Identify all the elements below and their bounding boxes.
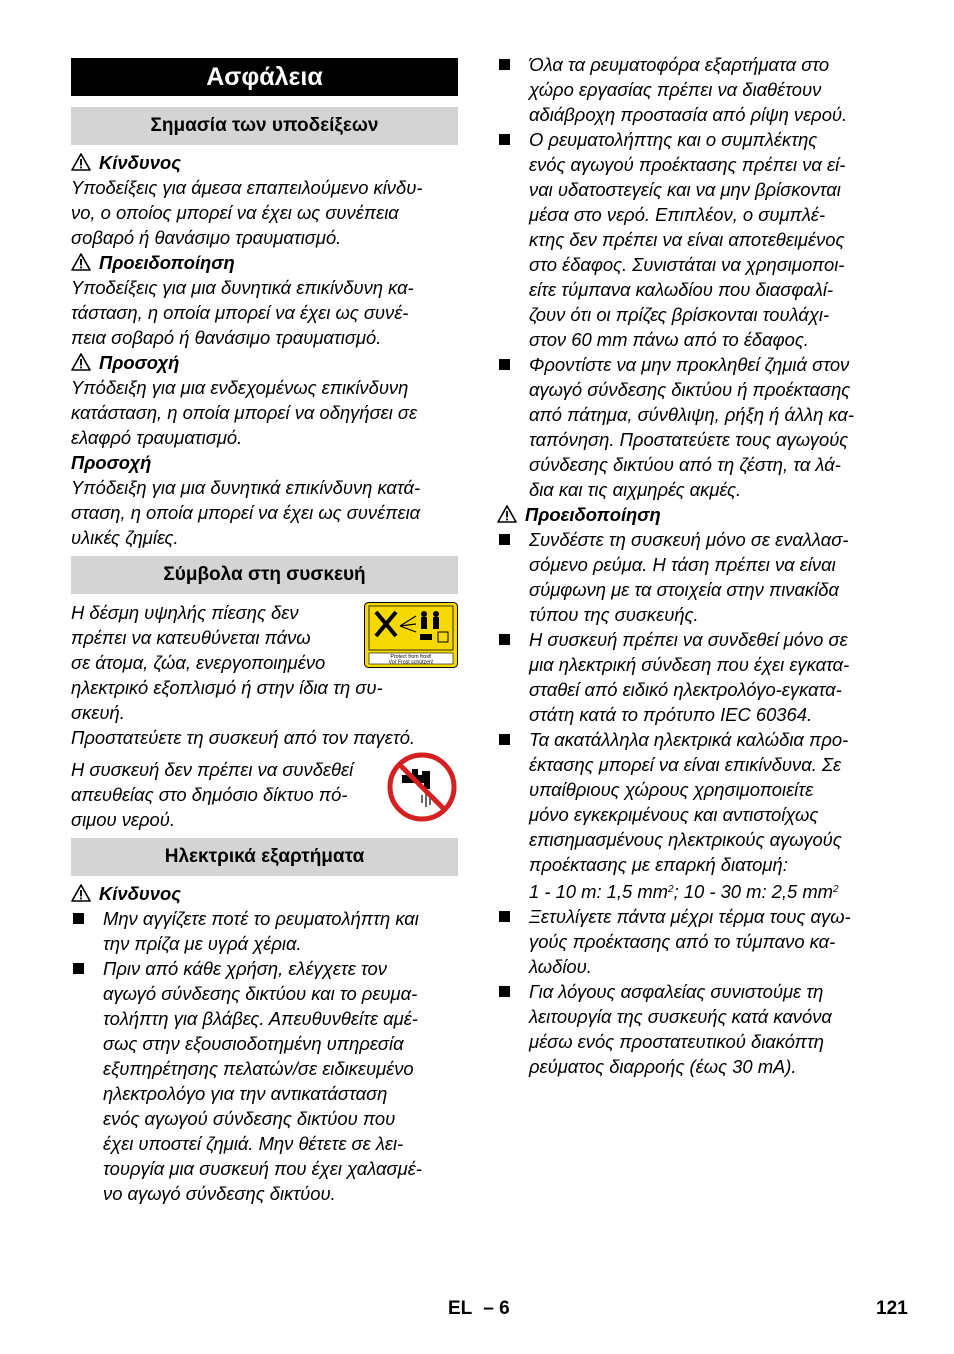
warning-heading: Προειδοποίηση <box>71 250 458 275</box>
warning-text: Υποδείξεις για μια δυνητικά επικίνδυνη κα- τάσταση, η οποία μπορεί να έχει ως συνέ- πεια σοβαρό ή θανάσιμο τραυματισμό. <box>71 277 414 348</box>
footer-section-label <box>448 1298 510 1320</box>
right-column <box>497 52 897 1079</box>
page-number: 121 <box>876 1298 908 1319</box>
list-item: Ο ρευματολήπτης και ο συμπλέκτης ενός αγωγού προέκτασης πρέπει να εί- ναι υδατοστεγείς και να μην βρίσκονται μέσα στο νερό. Επιπλέον, ο συμπλέ- κτης δεν πρέπει να είναι αποτεθειμένος στο έδαφος. Συνιστάται να χρησιμοποι- είτε τύμπανα καλωδίου που διασφαλί- ζουν ότι οι πρίζες βρίσκονται τουλάχι- στον 60 mm πάνω από το έδαφος. <box>497 127 897 352</box>
left-column <box>71 58 458 1206</box>
warning-triangle-icon <box>71 353 91 371</box>
frost-text: Προστατεύετε τη συσκευή από τον παγετό. <box>71 727 416 748</box>
section-header-importance: Σημασία των υποδείξεων <box>71 107 458 145</box>
list-item: Για λόγους ασφαλείας συνιστούμε τη λειτουργία της συσκευής κατά κανόνα μέσω ενός προστατευτικού διακόπτη ρεύματος διαρροής (έως 30 mA). <box>497 979 897 1079</box>
list-item: Τα ακατάλληλα ηλεκτρικά καλώδια προ- έκτασης μπορεί να είναι επικίνδυνα. Σε υπαίθριους χώρους χρησιμοποιείτε μόνο εγκεκριμένους και αντιστοίχως επισημασμένους ηλεκτρικούς αγωγούς προέκτασης με επαρκή διατομή: 1 - 10 m: 1,5 $mm^2$; 10 - 30 m: 2,5 $mm^2$ <box>497 727 897 904</box>
caution-heading: Προσοχή <box>71 350 458 375</box>
warning-triangle-icon <box>71 884 91 902</box>
water-text: Η συσκευή δεν πρέπει να συνδεθεί απευθείας στο δημόσιο δίκτυο πό- σιμου νερού. <box>71 759 354 830</box>
warning-triangle-icon <box>71 153 91 171</box>
warning-triangle-icon <box>497 505 517 523</box>
list-item: Συνδέστε τη συσκευή μόνο σε εναλλασ- σόμενο ρεύμα. Η τάση πρέπει να είναι σύμφωνη με τα στοιχεία στην πινακίδα τύπου της συσκευής. <box>497 527 897 627</box>
symbol-block-jet <box>71 600 458 725</box>
section-header-electrical: Ηλεκτρικά εξαρτήματα <box>71 838 458 876</box>
section-header-symbols: Σύμβολα στη συσκευή <box>71 556 458 594</box>
danger-heading: Κίνδυνος <box>71 150 458 175</box>
attention-heading: Προσοχή <box>71 452 152 473</box>
no-drinking-water-connection-icon <box>386 751 458 823</box>
label-de-text: Vor Frost schützen! <box>388 659 434 666</box>
list-item: Όλα τα ρευματοφόρα εξαρτήματα στο χώρο εργασίας πρέπει να διαθέτουν αδιάβροχη προστασία από ρίψη νερού. <box>497 52 897 127</box>
label-en-text: Protect from frost! <box>390 654 432 660</box>
page-title: Ασφάλεια <box>71 58 458 96</box>
attention-text: Υπόδειξη για μια δυνητικά επικίνδυνη κατά- σταση, η οποία μπορεί να έχει ως συνέπεια υλικές ζημίες. <box>71 477 421 548</box>
list-item: Μην αγγίζετε ποτέ το ρευματολήπτη και την πρίζα με υγρά χέρια. <box>71 906 458 956</box>
list-item: Φροντίστε να μην προκληθεί ζημιά στον αγωγό σύνδεσης δικτύου ή προέκτασης από πάτημα, σύνθλιψη, ρήξη ή άλλη κα- ταπόνηση. Προστατεύετε τους αγωγούς σύνδεσης δικτύου από τη ζέστη, τα λά- δια και τις αιχμηρές ακμές. <box>497 352 897 502</box>
danger-text: Υποδείξεις για άμεσα επαπειλούμενο κίνδυ- νο, ο οποίος μπορεί να έχει ως συνέπεια σοβαρό ή θανάσιμο τραυματισμό. <box>71 177 423 248</box>
warning-heading-electrical: Προειδοποίηση <box>497 502 897 527</box>
list-item: Πριν από κάθε χρήση, ελέγχετε τον αγωγό σύνδεσης δικτύου και το ρευμα- τολήπτη για βλάβες. Απευθυνθείτε αμέ- σως στην εξουσιοδοτημένη υπηρεσία εξυπηρέτησης πελατών/σε ειδικευμένο ηλεκτρολόγο για την αντικατάσταση ενός αγωγού σύνδεσης δικτύου που έχει υποστεί ζημιά. Μην θέτετε σε λει- τουργία μια συσκευή που έχει χαλασμέ- νο αγωγό σύνδεσης δικτύου. <box>71 956 458 1206</box>
warning-triangle-icon <box>71 253 91 271</box>
danger-heading-electrical: Κίνδυνος <box>71 881 458 906</box>
list-item: Ξετυλίγετε πάντα μέχρι τέρμα τους αγω- γούς προέκτασης από το τύμπανο κα- λωδίου. <box>497 904 897 979</box>
cable-spec: 1 - 10 m: 1,5 $mm^2$; 10 - 30 m: 2,5 $mm^2$ <box>529 881 839 902</box>
caution-text: Υπόδειξη για μια ενδεχομένως επικίνδυνη κατάσταση, η οποία μπορεί να οδηγήσει σε ελαφρό τραυματισμό. <box>71 377 418 448</box>
list-item: Η συσκευή πρέπει να συνδεθεί μόνο σε μια ηλεκτρική σύνδεση που έχει εγκατα- σταθεί από ειδικό ηλεκτρολόγο-εγκατα- στάτη κατά το πρότυπο IEC 60364. <box>497 627 897 727</box>
footer-subpage: – 6 <box>483 1298 510 1319</box>
symbol-block-water <box>71 757 458 832</box>
footer-lang: EL <box>448 1298 472 1319</box>
pressure-jet-warning-label-icon <box>364 602 458 668</box>
jet-text: Η δέσμη υψηλής πίεσης δεν πρέπει να κατευθύνεται πάνω σε άτομα, ζώα, ενεργοποιημένο ηλεκτρικό εξοπλισμό ή στην ίδια τη συ- σκευή. <box>71 602 383 723</box>
